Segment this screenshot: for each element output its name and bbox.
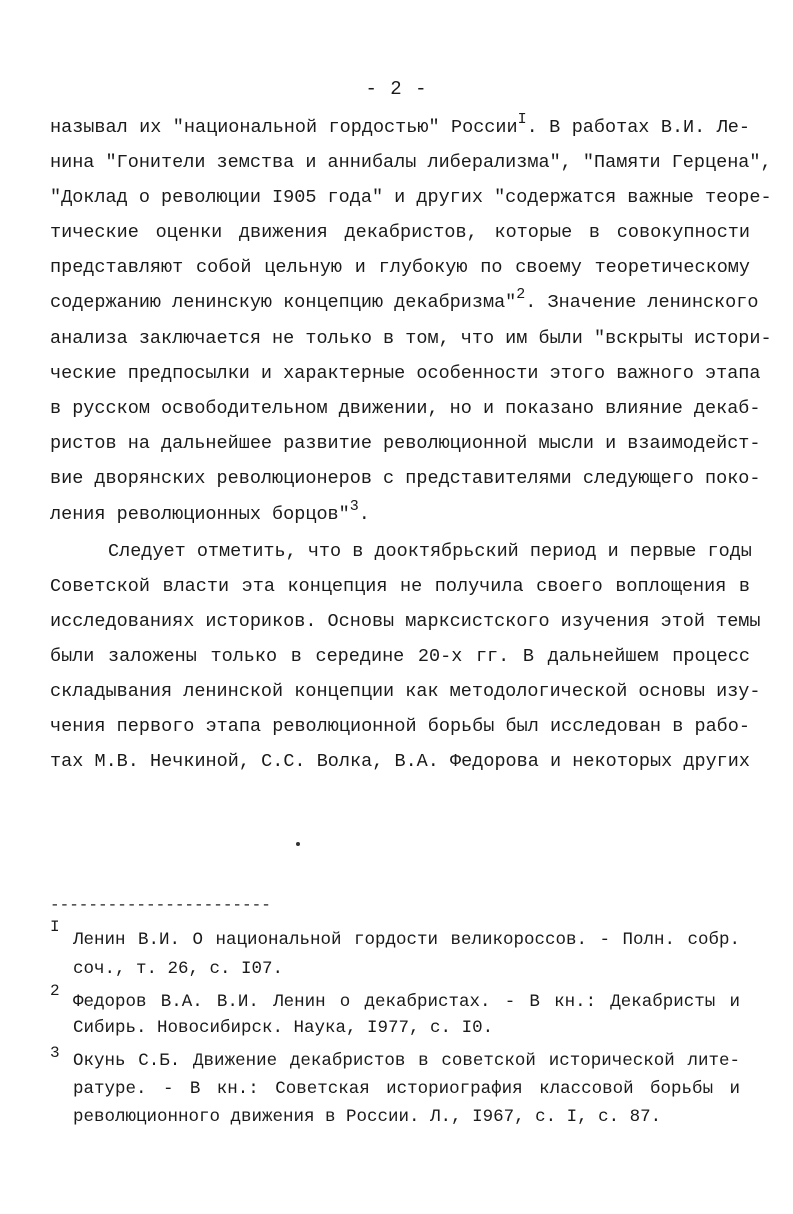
- body-line: нина "Гонители земства и аннибалы либерализма", "Памяти Герцена",: [50, 152, 772, 173]
- body-line: ристов на дальнейшее развитие революционной мысли и взаимодейст-: [50, 433, 761, 454]
- body-line: тические оценки движения декабристов, которые в совокупности: [50, 222, 750, 243]
- body-line: Следует отметить, что в дооктябрьский период и первые годы: [108, 541, 752, 562]
- body-line: складывания ленинской концепции как методологической основы изу-: [50, 681, 761, 702]
- footnote-line: Ленин В.И. О национальной гордости великороссов. - Полн. собр.: [73, 930, 740, 950]
- body-line: называл их "национальной гордостью" России$^I$. В работах В.И. Ле-: [50, 111, 750, 138]
- footnote-separator: -----------------------: [50, 896, 271, 914]
- footnote-mark-2: 2: [50, 982, 60, 1000]
- body-line: содержанию ленинскую концепцию декабризма"$^2$. Значение ленинского: [50, 286, 759, 313]
- body-line: ческие предпосылки и характерные особенности этого важного этапа: [50, 363, 761, 384]
- body-line: "Доклад о революции I905 года" и других "содержатся важные теоре-: [50, 187, 772, 208]
- scan-speck: [296, 842, 300, 846]
- footnote-ref-2[interactable]: 2: [516, 286, 526, 303]
- body-line: чения первого этапа революционной борьбы был исследован в рабо-: [50, 716, 750, 737]
- footnote-line: Федоров В.А. В.И. Ленин о декабристах. - В кн.: Декабристы и: [73, 992, 740, 1012]
- body-line: в русском освободительном движении, но и показано влияние декаб-: [50, 398, 761, 419]
- body-line: тах М.В. Нечкиной, С.С. Волка, В.А. Федорова и некоторых других: [50, 751, 750, 772]
- footnote-mark-3: 3: [50, 1044, 60, 1062]
- page-number: - 2 -: [365, 78, 428, 100]
- footnote-line: революционного движения в России. Л., I967, с. I, с. 87.: [73, 1107, 662, 1127]
- body-line: представляют собой цельную и глубокую по своему теоретическому: [50, 257, 750, 278]
- body-line: вие дворянских революционеров с представителями следующего поко-: [50, 468, 761, 489]
- footnote-ref-1[interactable]: I: [517, 111, 527, 128]
- body-line: были заложены только в середине 20-х гг. В дальнейшем процесс: [50, 646, 750, 667]
- body-line: исследованиях историков. Основы марксистского изучения этой темы: [50, 611, 761, 632]
- body-line: анализа заключается не только в том, что им были "вскрыты истори-: [50, 328, 772, 349]
- body-line: Советской власти эта концепция не получила своего воплощения в: [50, 576, 750, 597]
- footnote-line: соч., т. 26, с. I07.: [73, 959, 284, 979]
- footnote-line: Сибирь. Новосибирск. Наука, I977, с. I0.: [73, 1018, 494, 1038]
- footnote-line: ратуре. - В кн.: Советская историография классовой борьбы и: [73, 1079, 740, 1099]
- footnote-line: Окунь С.Б. Движение декабристов в советской исторической лите-: [73, 1051, 740, 1071]
- body-line: ления революционных борцов"$^3$.: [50, 498, 370, 525]
- footnote-ref-3[interactable]: 3: [349, 498, 359, 515]
- footnote-mark-1: I: [50, 918, 60, 936]
